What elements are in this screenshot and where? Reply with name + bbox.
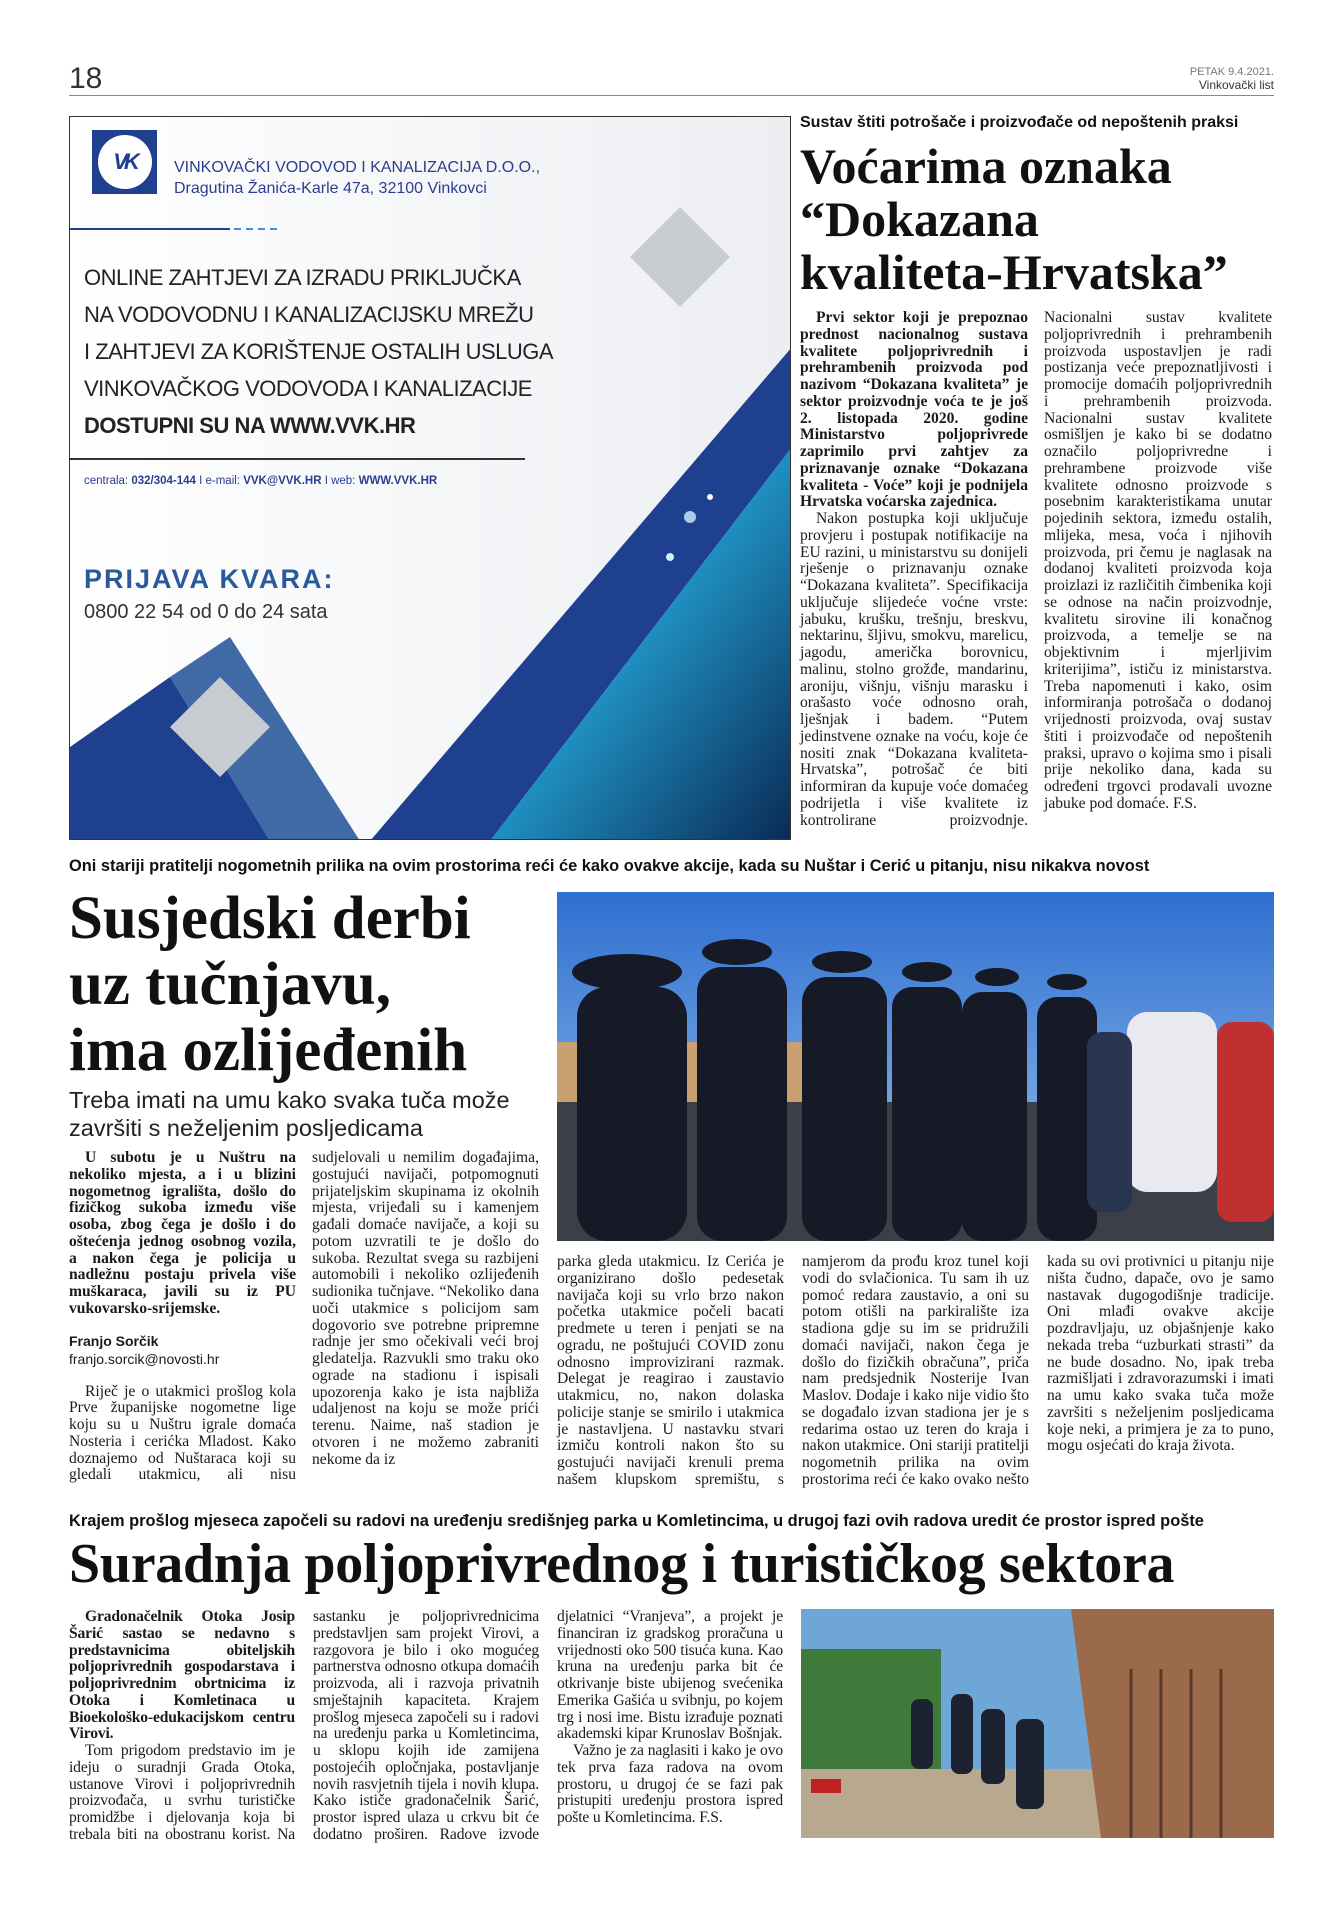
headline-line: kvaliteta-Hrvatska” (800, 244, 1228, 300)
author-email[interactable]: franjo.sorcik@novosti.hr (69, 1350, 220, 1367)
headline-line: Susjedski derbi (69, 885, 471, 952)
article1-body (800, 310, 1272, 835)
page-header-info (1190, 66, 1274, 92)
ad-contact (84, 475, 437, 487)
header-divider (69, 95, 1274, 96)
separator: I (321, 475, 332, 487)
article3-lead: Gradonačelnik Otoka Josip Šarić sastao se nedavno s predstavnicima obiteljskih poljoprivrednih gospodarstava i poljoprivrednim obrtnicima iz Otoka i Komletinaca u Bioekološko-edukacijskom centru Virovi. (69, 1608, 295, 1743)
phone-label: centrala: (84, 475, 132, 487)
article3-kicker: Krajem prošlog mjeseca započeli su radovi na uređenju središnjeg parka u Komletincima, u drugoj fazi ovih radova uredit će prostor ispred pošte (69, 1512, 1204, 1530)
article2-lead: U subotu je u Nuštru na nekoliko mjesta, a i u blizini nogometnog igrališta, došlo do fizičkog sukoba između više osoba, zbog čega je došlo i do oštećenja jednog osobnog vozila, a nakon čega je policija u nadležnu postaju privela više muškaraca, javili su iz PU vukovarsko-srijemske. (69, 1149, 296, 1317)
article2-kicker: Oni stariji pratitelji nogometnih prilika na ovim prostorima reći će kako ovakve akcije, kada su Nuštar i Cerić u pitanju, nisu nikakva novost (69, 857, 1150, 875)
ad-website-line: DOSTUPNI SU NA WWW.VVK.HR (84, 413, 416, 438)
web-address: WWW.VVK.HR (358, 475, 438, 487)
ad-line: I ZAHTJEVI ZA KORIŠTENJE OSTALIH USLUGA (84, 339, 554, 364)
report-title: PRIJAVA KVARA: (84, 564, 335, 594)
article2-headline (69, 886, 471, 1084)
byline (69, 1332, 296, 1368)
police-photo-image (557, 892, 1274, 1241)
article3-paragraph: Važno je za naglasiti i kako je ovo tek prva faza radova na ovom prostoru, u drugoj će se fazi pak pristupiti uređenju prostora ispred pošte u Komletincima. F.S. (557, 1742, 783, 1826)
separator: I (195, 475, 206, 487)
web-label: web: (331, 475, 359, 487)
email-address: VVK@VVK.HR (243, 475, 322, 487)
author-name: Franjo Sorčik (69, 1332, 159, 1349)
company-info (174, 157, 540, 199)
page-number: 18 (69, 62, 103, 95)
article1-paragraph: Nakon postupka koji uključuje provjeru i postupak notifikacije na EU razini, u ministarstvu su donijeli rješenje o priznavanju oznake “Dokazana kvaliteta”. Specifikacija uključuje slijedeće voćne vrste: jabuku, krušku, trešnju, breskvu, nektarinu, šljivu, smokvu, marelicu, jagodu, američka borovnicu, malinu, stolno grožđe, mandarinu, aroniju, višnju, višnju marasku i orašasto voće odnosno orah, lješnjak i badem. “Putem jedinstvene oznake na voću, koje će nositi znak “Dokazana kvaliteta-Hrvatska”, potrošač će biti informiran da kupuje voće domaćeg podrijetla i više kvalitete iz kontrolirane proizvodnje. Nacionalni sustav kvalitete poljoprivrednih i prehrambenih proizvoda uspostavljen je radi postizanja veće prepoznatljivosti i promocije domaćih poljoprivrednih i prehrambenih proizvoda. Nacionalni sustav kvalitete osmišljen je kako bi se dodatno označilo poljoprivredne i prehrambene proizvode više kvalitete odnosno proizvode s posebnim karakteristikama unutar pojedinih sektora, između ostalih, mlijeka, mesa, voća i njihovih proizvoda, pri čemu je naglasak na dodanoj kvaliteti proizvoda koja proizlazi iz različitih čimbenika koji se odnose na način proizvodnje, kvalitetu sirovine ili konačnog proizvoda, a temelje se na objektivnim i mjerljivim kriterijima”, ističu iz ministarstva. Treba napomenuti i kako, osim informiranja potrošača o dodanoj vrijednosti proizvoda, ovaj sustav štiti i proizvođače od nepoštenih praksi, upravo o kojima smo i pisali prije nekoliko dana, kada su određeni trgovci prodavali uvozne jabuke pod domaće. F.S. (800, 309, 1272, 829)
article3-paragraph: Tom prigodom predstavio im je ideju o suradnji Grada Otoka, ustanove Virovi i poljoprivrednih proizvođača, u svrhu turističke promidžbe i djelovanja koja bi trebala biti na obostranu korist. Na sastanku je poljoprivrednicima predstavljen sam projekt Virovi, a razgovora je bilo i oko mogućeg partnerstva odnosno otkupa domaćih proizvoda, ali i razvoja privatnih smještajnih kapaciteta. Krajem prošlog mjeseca započeli su i radovi na uređenju parka u Komletincima, u sklopu kojih ide zamijena postojećih opločnjaka, postavljanje novih rasvjetnih tijela i novih klupa. Kako ističe gradonačelnik Šarić, prostor ispred ulaza u crkvu bit će dodatno proširen. Radove izvode djelatnici “Vranjeva”, a projekt je financiran iz gradskog proračuna u vrijednosti oko 500 tisuća kuna. Kao kruna na uređenju parka bit će otkrivanje biste ubijenog svećenika Emerika Gašića u svibnju, po kojem trg i nosi ime. Bistu izrađuje poznati akademski kipar Krunoslav Bošnjak. (69, 1608, 783, 1843)
article3-headline: Suradnja poljoprivrednog i turističkog sektora (69, 1533, 1175, 1595)
article1-lead: Prvi sektor koji je prepoznao prednost nacionalnog sustava kvalitete poljoprivrednih i prehrambenih proizvoda pod nazivom “Dokazana kvaliteta” je sektor proizvodnje voća te je još 2. listopada 2020. godine Ministarstvo poljoprivrede zaprimilo prvi zahtjev za priznavanje oznake “Dokazana kvaliteta - Voće” koji je podnijela Hrvatska voćarska zajednica. (800, 309, 1028, 511)
phone-number: 032/304-144 (131, 475, 196, 487)
article2-body-right (557, 1254, 1274, 1496)
article2-body-left (69, 1150, 539, 1495)
article2-paragraph: parka gleda utakmicu. Iz Cerića je organizirano došlo pedesetak navijača koji su vrlo brzo nakon početka utakmice počeli bacati predmete u teren i penjati se na ogradu, ne poštujući COVID zonu odnosno improvizirani razmak. Delegat je reagirao i zaustavio utakmicu, no, nakon dolaska policije stanje se smirilo i utakmica je nastavljena. U nastavku stvari izmiču kontroli nakon što su gostujući navijači krenuli prema našem klupskom spremištu, s namjerom da prođu kroz tunel koji vodi do svlačionica. Tu sam ih uz pomoć redara zaustavio, a oni su potom otišli na parkiralište iza stadiona gdje su im se pridružili domaći navijači, nakon čega je došlo do fizičkih obračuna”, priča nam predsjednik Nosterije Ivan Maslov. Dodaje i kako nije vidio što se događalo izvan stadiona jer je s redarima ostao uz teren do kraja i nakon utakmice. Oni stariji pratitelji nogometnih prilika na ovim prostorima reći će kako ovako nešto kada su ovi protivnici u pitanju nije ništa čudno, dapače, ovo je samo nastavak dugogodišnje tradicije. Oni mlađi ovakve akcije pozdravljaju, uz objašnjenje kako nekada treba “uzburkati strasti” da ne bude dosadno. No, ipak treba razmišljati i zdravorazumski i imati na umu kako svaka tuča može završiti s neželjenim posljedicama koje neki, a primjera je za to puno, mogu osjećati do kraja života. (557, 1253, 1274, 1488)
article3-body (69, 1609, 783, 1844)
ad-line: ONLINE ZAHTJEVI ZA IZRADU PRIKLJUČKA (84, 265, 521, 290)
article1-headline (800, 140, 1228, 299)
publication-name: Vinkovački list (1198, 78, 1274, 92)
park-photo-image (801, 1609, 1274, 1838)
logo-mark: VK (98, 135, 152, 189)
ad-line: NA VODOVODNU I KANALIZACIJSKU MREŽU (84, 302, 534, 327)
company-address: Dragutina Žanića-Karle 47a, 32100 Vinkovci (174, 180, 487, 197)
company-name: VINKOVAČKI VODOVOD I KANALIZACIJA D.O.O., (174, 159, 541, 176)
article1-kicker: Sustav štiti potrošače i proizvođače od nepoštenih praksi (800, 114, 1239, 131)
park-photo (801, 1609, 1274, 1838)
headline-line: “Dokazana (800, 191, 1039, 247)
email-label: e-mail: (205, 475, 244, 487)
issue-date: PETAK 9.4.2021. (1189, 66, 1274, 78)
ad-main-text (84, 259, 553, 444)
police-photo (557, 892, 1274, 1241)
ad-line: VINKOVAČKOG VODOVODA I KANALIZACIJE (84, 376, 532, 401)
headline-line: uz tučnjavu, (69, 951, 391, 1018)
headline-line: ima ozlijeđenih (69, 1017, 468, 1084)
vvk-advertisement (69, 116, 791, 840)
vvk-logo (92, 130, 157, 194)
article2-paragraph: Riječ je o utakmici prošlog kola Prve županijske nogometne lige koju su u Nuštru igrale domaća Nosteria i cerićka Mladost. Kako doznajemo od Nuštaraca koji su gledali utakmicu, ali nisu sudjelovali u nemilim događajima, gostujući navijači, potpomognuti prijateljskim skupinama iz okolnih mjesta, vrijeđali su i kamenjem gađali domaće navijače, a koji su potom uzvratili te je došlo do sukoba. Rezultat svega su razbijeni automobili i nekoliko ozlijeđenih sudionika tučnjave. “Nekoliko dana uoči utakmice s policijom sam dogovorio sve potrebne pripremne radnje jer smo očekivali veći broj gledatelja. Razvukli smo traku oko ograde na stadionu i ispisali upozorenja kako je ista najbliža udaljenost na koju se može prići terenu. Naime, naš stadion je otvoren i ne možemo zabraniti nekome da iz (69, 1149, 539, 1484)
headline-line: Voćarima oznaka (800, 138, 1172, 194)
article2-subtitle: Treba imati na umu kako svaka tuča može završiti s neželjenim posljedicama (69, 1087, 510, 1141)
report-phone: 0800 22 54 od 0 do 24 sata (84, 601, 328, 623)
